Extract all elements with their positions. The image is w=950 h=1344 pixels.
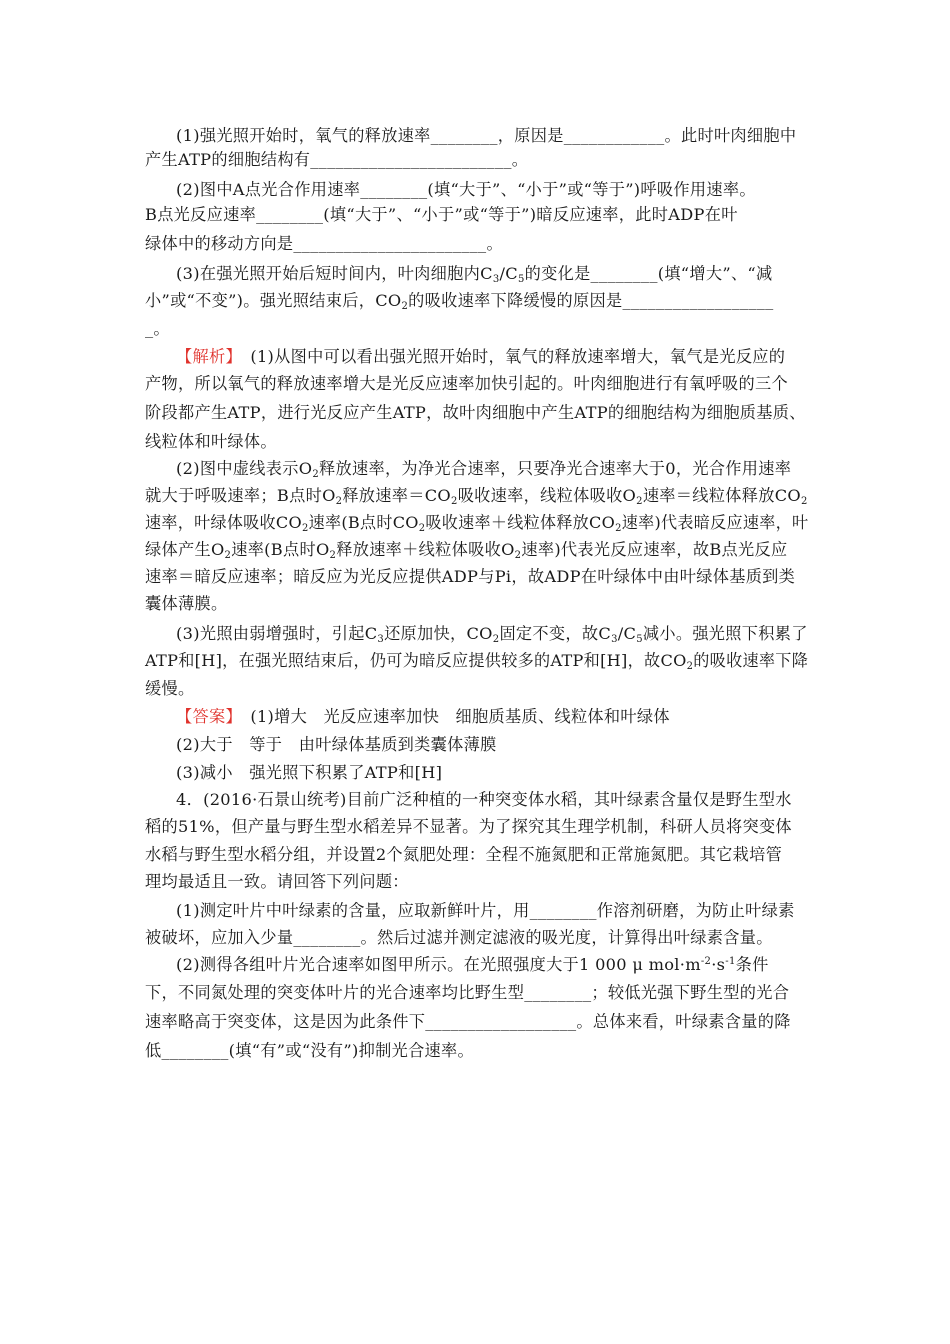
analysis-line11: (3)光照由弱增强时，引起$C_3$还原加快，$CO_2$固定不变，故$C_3/C_5$减小。强光照下积累了 — [176, 624, 808, 645]
analysis-line8: 绿体产生$O_2$速率(B点时$O_2$释放速率＋线粒体吸收$O_2$速率)代表光反应速率，故B点光反应 — [145, 540, 788, 561]
analysis-line10: 囊体薄膜。 — [145, 594, 228, 613]
answer-line3: (3)减小 强光照下积累了ATP和[H] — [176, 763, 443, 782]
q3-part1-line1: (1)强光照开始时，氧气的释放速率________，原因是____________。此时叶肉细胞中 — [176, 126, 797, 145]
analysis-line7: 速率，叶绿体吸收$CO_2$速率(B点时$CO_2$吸收速率＋线粒体释放$CO_2$速率)代表暗反应速率，叶 — [145, 513, 809, 534]
analysis-line2: 产物，所以氧气的释放速率增大是光反应速率加快引起的。叶肉细胞进行有氧呼吸的三个 — [145, 374, 789, 393]
q4-part1-line1: (1)测定叶片中叶绿素的含量，应取新鲜叶片，用________作溶剂研磨，为防止叶绿素 — [176, 901, 795, 920]
q3-part2-line1: (2)图中A点光合作用速率________(填“大于”、“小于”或“等于”)呼吸作用速率。 — [176, 180, 756, 199]
analysis-line3: 阶段都产生ATP，进行光反应产生ATP，故叶肉细胞中产生ATP的细胞结构为细胞质基质、 — [145, 403, 806, 422]
q4-part2-line4: 低________(填“有”或“没有”)抑制光合速率。 — [145, 1041, 475, 1060]
q4-stem-line4: 理均最适且一致。请回答下列问题： — [145, 872, 409, 891]
analysis-line6: 就大于呼吸速率；B点时$O_2$释放速率$=CO_2$吸收速率，线粒体吸收$O_2$速率＝线粒体释放$CO_2$ — [145, 486, 808, 507]
q4-part2-line3: 速率略高于突变体，这是因为此条件下__________________。总体来看，叶绿素含量的降 — [145, 1012, 791, 1031]
analysis-line4: 线粒体和叶绿体。 — [145, 432, 277, 451]
q4-part2-line2: 下，不同氮处理的突变体叶片的光合速率均比野生型________；较低光强下野生型的光合 — [145, 983, 790, 1002]
analysis-line9: 速率＝暗反应速率；暗反应为光反应提供ADP与Pi，故ADP在叶绿体中由叶绿体基质到类 — [145, 567, 796, 586]
q3-part2-line3: 绿体中的移动方向是_______________________。 — [145, 234, 503, 253]
q3-part2-line2: B点光反应速率________(填“大于”、“小于”或“等于”)暗反应速率，此时ADP在叶 — [145, 205, 738, 224]
analysis-line1: 【解析】 (1)从图中可以看出强光照开始时，氧气的释放速率增大，氧气是光反应的 — [176, 347, 786, 366]
answer-line2: (2)大于 等于 由叶绿体基质到类囊体薄膜 — [176, 735, 497, 754]
analysis-tag: 【解析】 — [176, 347, 234, 366]
q4-stem-line1: 4．(2016·石景山统考)目前广泛种植的一种突变体水稻，其叶绿素含量仅是野生型水 — [176, 790, 792, 809]
q4-stem-line2: 稻的51%，但产量与野生型水稻差异不显著。为了探究其生理学机制，科研人员将突变体 — [145, 817, 792, 836]
analysis-line5: (2)图中虚线表示$O_2$释放速率，为净光合速率，只要净光合速率大于0，光合作用速率 — [176, 459, 792, 480]
q3-part1-line2: 产生ATP的细胞结构有________________________。 — [145, 150, 529, 169]
q4-part2-line1: (2)测得各组叶片光合速率如图甲所示。在光照强度大于1 000 μ $mol\cdot m^{-2}\cdot s^{-1}$条件 — [176, 955, 769, 974]
q3-part3-line3: _。 — [145, 319, 170, 338]
answer-tag: 【答案】 — [176, 707, 234, 726]
analysis-line12: ATP和[H]，在强光照结束后，仍可为暗反应提供较多的ATP和[H]，故$CO_2$的吸收速率下降 — [145, 651, 809, 672]
q4-part1-line2: 被破坏，应加入少量________。然后过滤并测定滤液的吸光度，计算得出叶绿素含量。 — [145, 928, 773, 947]
q4-stem-line3: 水稻与野生型水稻分组，并设置2个氮肥处理：全程不施氮肥和正常施氮肥。其它栽培管 — [145, 845, 783, 864]
q3-part3-line1: (3)在强光照开始后短时间内，叶肉细胞内$C_3/C_5$的变化是________(填“增大”、“减 — [176, 264, 773, 285]
answer-line1: 【答案】 (1)增大 光反应速率加快 细胞质基质、线粒体和叶绿体 — [176, 707, 670, 726]
q3-part3-line2: 小”或“不变”)。强光照结束后，$CO_2$的吸收速率下降缓慢的原因是__________________ — [145, 291, 774, 312]
analysis-line13: 缓慢。 — [145, 679, 195, 698]
